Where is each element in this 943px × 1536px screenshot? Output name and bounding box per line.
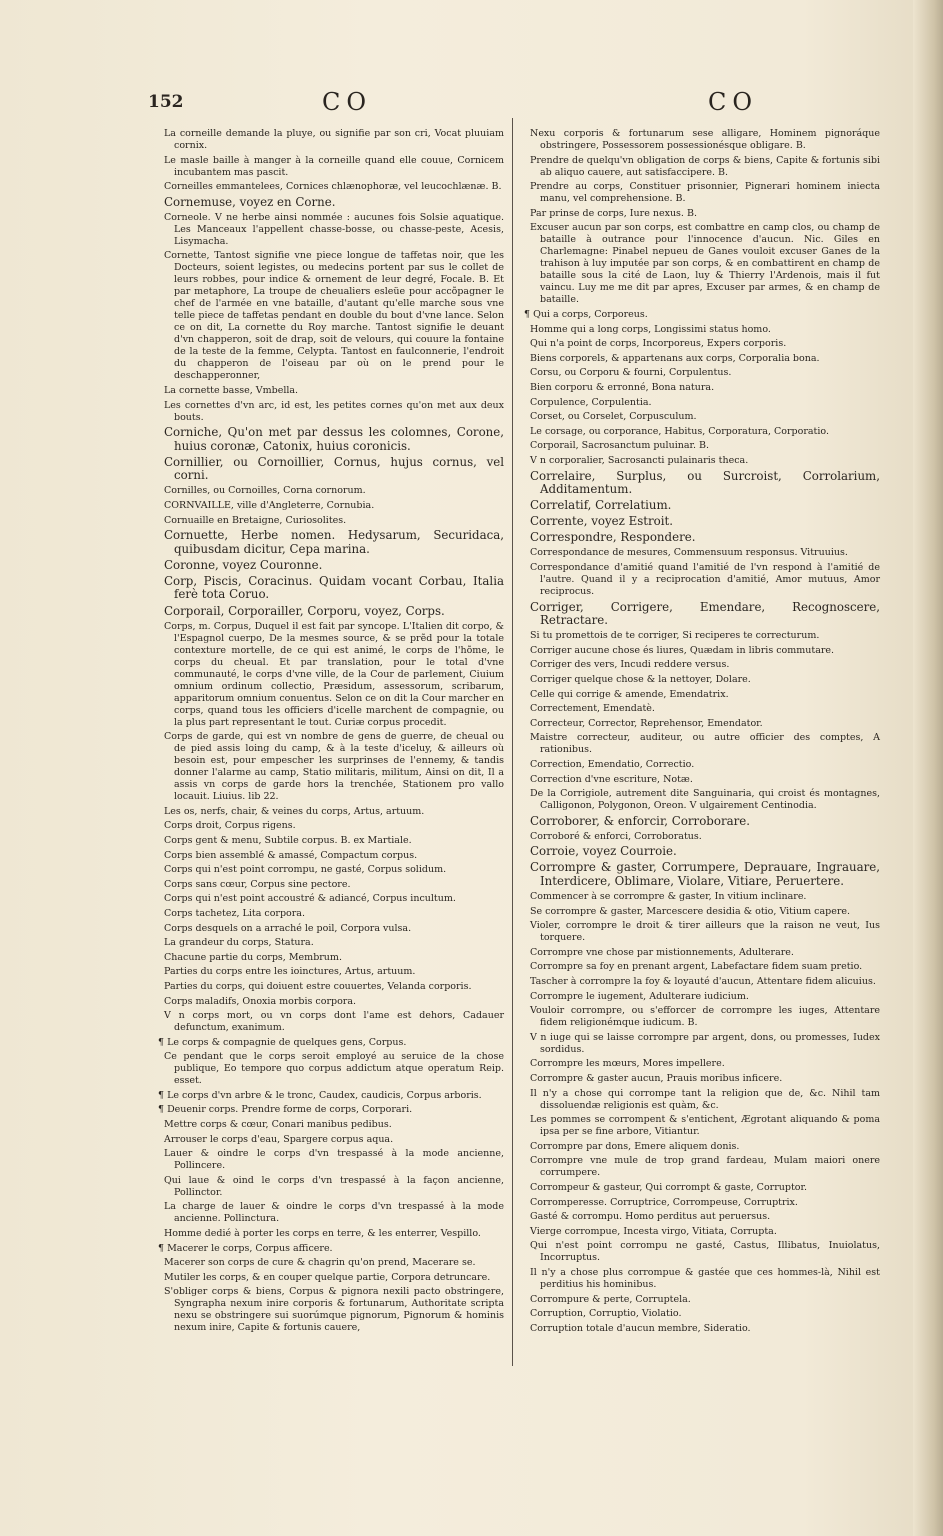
entry: Coronne, voyez Couronne. xyxy=(164,557,323,572)
entry: CORNVAILLE, ville d'Angleterre, Cornubia. xyxy=(164,500,375,512)
entry: La corneille demande la pluye, ou signifie par son cri, Vocat pluuiam cornix. xyxy=(164,128,504,151)
entry: Parties du corps, qui doiuent estre couuertes, Velanda corporis. xyxy=(164,980,472,992)
entry: Corps de garde, qui est vn nombre de gens de guerre, de cheual ou de pied assis loing du camp, & à la teste d'iceluy, & ailleurs où besoin est, pour empescher les surprinses de l'ennemy, & tandis donner l'alarme au camp, Statio militaris, militum, Ainsi on dit, Il a assis vn corps de garde hors la trenchée, Stationem pro vallo locauit. Liuius. lib 22. xyxy=(164,731,504,803)
entry: Par prinse de corps, Iure nexus. B. xyxy=(530,207,697,219)
page-header xyxy=(0,88,943,128)
entry: Les cornettes d'vn arc, id est, les petites cornes qu'on met aux deux bouts. xyxy=(164,399,504,423)
entry: Prendre au corps, Constituer prisonnier, Pignerari hominem iniecta manu, vel comprehensione. B. xyxy=(530,181,880,205)
entry: Le corsage, ou corporance, Habitus, Corporatura, Corporatio. xyxy=(530,425,829,437)
entry: Correctement, Emendatè. xyxy=(530,703,655,715)
column-rule xyxy=(512,118,513,1366)
entry: Corps tachetez, Lita corpora. xyxy=(164,907,305,919)
entry: Corniche, Qu'on met par dessus les colomnes, Corone, huius coronæ, Catonix, huius coronicis. xyxy=(164,425,504,453)
entry: Se corrompre & gaster, Marcescere desidia & otio, Vitium capere. xyxy=(530,905,851,917)
entry: Corporail, Corporailler, Corporu, voyez, Corps. xyxy=(164,603,445,618)
entry: Il n'y a chose qui corrompe tant la religion que de, &c. Nihil tam dissoluendæ religionis est quàm, &c. xyxy=(530,1087,880,1111)
entry: ¶ Le corps d'vn arbre & le tronc, Caudex, caudicis, Corpus arboris. xyxy=(158,1089,482,1101)
entry: Cornuette, Herbe nomen. Hedysarum, Securidaca, quibusdam dicitur, Cepa marina. xyxy=(164,528,504,556)
entry: Vouloir corrompre, ou s'efforcer de corrompre les iuges, Attentare fidem religionémque iudicum. B. xyxy=(530,1005,880,1029)
entry: Nexu corporis & fortunarum sese alligare, Hominem pignoráque obstringere, Possessorem possessionésque obligare. B. xyxy=(530,128,880,151)
entry: Corromperesse. Corruptrice, Corrompeuse, Corruptrix. xyxy=(530,1196,798,1208)
entry: La cornette basse, Vmbella. xyxy=(164,385,299,397)
entry: Maistre correcteur, auditeur, ou autre officier des comptes, A rationibus. xyxy=(530,732,880,756)
entry: Excuser aucun par son corps, est combattre en camp clos, ou champ de bataille à outrance pour l'innocence d'aucun. Nic. Giles en Charlemagne: Pinabel nepueu de Ganes vouloit excuser Ganes de la trahison à luy imputée par son corps, & en combattirent en champ de bataille sous la cité de Laon, luy & Thierry l'Ardenois, mais il fut vaincu. Luy me me dit par apres, Excuser par armes, & en champ de bataille. xyxy=(530,222,880,306)
entry: Il n'y a chose plus corrompue & gastée que ces hommes-là, Nihil est perditius his hominibus. xyxy=(530,1266,880,1290)
entry: Arrouser le corps d'eau, Spargere corpus aqua. xyxy=(164,1133,394,1145)
entry: ¶ Macerer le corps, Corpus afficere. xyxy=(158,1242,333,1254)
running-head-left: CO xyxy=(322,88,373,116)
entry: Chacune partie du corps, Membrum. xyxy=(164,951,342,963)
entry: Violer, corrompre le droit & tirer ailleurs que la raison ne veut, Ius torquere. xyxy=(530,920,880,944)
left-column xyxy=(158,128,504,1337)
entry: Corps droit, Corpus rigens. xyxy=(164,820,296,832)
entry: Corp, Piscis, Coracinus. Quidam vocant Corbau, Italia ferè tota Coruo. xyxy=(164,573,504,602)
entry: Mettre corps & cœur, Conari manibus pedibus. xyxy=(164,1119,392,1131)
entry: Homme dedié à porter les corps en terre, & les enterrer, Vespillo. xyxy=(164,1228,481,1240)
entry: Corset, ou Corselet, Corpusculum. xyxy=(530,411,697,423)
entry: Corrompeur & gasteur, Qui corrompt & gaste, Corruptor. xyxy=(530,1181,808,1193)
entry: Lauer & oindre le corps d'vn trespassé à la mode ancienne, Pollincere. xyxy=(164,1148,504,1172)
entry: Commencer à se corrompre & gaster, In vitium inclinare. xyxy=(530,891,807,903)
entry: Corruption totale d'aucun membre, Sideratio. xyxy=(530,1322,751,1334)
entry: Corrompre sa foy en prenant argent, Labefactare fidem suam pretio. xyxy=(530,961,863,973)
entry: Corriger aucune chose és liures, Quædam in libris commutare. xyxy=(530,644,835,656)
entry: Tascher à corrompre la foy & loyauté d'aucun, Attentare fidem alicuius. xyxy=(530,976,876,988)
entry: V n corporalier, Sacrosancti pulainaris theca. xyxy=(530,454,749,466)
entry: Corrente, voyez Estroit. xyxy=(530,514,673,529)
entry: Correlaire, Surplus, ou Surcroist, Corrolarium, Additamentum. xyxy=(530,468,880,496)
entry: Corps qui n'est point accoustré & adiancé, Corpus incultum. xyxy=(164,893,456,905)
entry: Corroboré & enforci, Corroboratus. xyxy=(530,830,702,842)
entry: Corrompre & gaster, Corrumpere, Deprauare, Ingrauare, Interdicere, Oblimare, Violare, Vitiare, Peruertere. xyxy=(530,860,880,888)
entry: ¶ Qui a corps, Corporeus. xyxy=(524,308,648,320)
entry: Corps maladifs, Onoxia morbis corpora. xyxy=(164,995,357,1007)
entry: Qui n'est point corrompu ne gasté, Castus, Illibatus, Inuiolatus, Incorruptus. xyxy=(530,1240,880,1264)
page-number: 152 xyxy=(148,92,184,112)
entry: Cornillier, ou Cornoillier, Cornus, hujus cornus, vel corni. xyxy=(164,454,504,483)
entry: Corps sans cœur, Corpus sine pectore. xyxy=(164,878,351,890)
entry: Biens corporels, & appartenans aux corps, Corporalia bona. xyxy=(530,352,820,364)
entry: Corrompre le iugement, Adulterare iudicium. xyxy=(530,990,749,1002)
entry: Corriger, Corrigere, Emendare, Recognoscere, Retractare. xyxy=(530,599,880,628)
entry: Corriger quelque chose & la nettoyer, Dolare. xyxy=(530,673,751,685)
entry: Corps qui n'est point corrompu, ne gasté, Corpus solidum. xyxy=(164,864,447,876)
entry: Ce pendant que le corps seroit employé au seruice de la chose publique, Eo tempore quo corpus addictum atque operatum Reip. esset. xyxy=(164,1051,504,1087)
entry: Vierge corrompue, Incesta virgo, Vitiata, Corrupta. xyxy=(530,1225,777,1237)
entry: Corneilles emmantelees, Cornices chlænophoræ, vel leucochlænæ. B. xyxy=(164,181,502,193)
entry: Gasté & corrompu. Homo perditus aut peruersus. xyxy=(530,1211,771,1223)
entry: V n iuge qui se laisse corrompre par argent, dons, ou promesses, Iudex sordidus. xyxy=(530,1031,880,1055)
entry: Parties du corps entre les ioinctures, Artus, artuum. xyxy=(164,966,416,978)
entry: Corroie, voyez Courroie. xyxy=(530,844,677,859)
entry: Corps, m. Corpus, Duquel il est fait par syncope. L'Italien dit corpo, & l'Espagnol cuerpo, De la mesmes source, & se prẽd pour la totale contexture mortelle, de ce qui est animé, le corps de l'hõme, le corps du cheual. Et par translation, pour le total d'vne communauté, le corps d'vne ville, de la Cour de parlement, Ciuium omnium ordinum collectio, Præsidum, assessorum, scribarum, apparitorum omnium conuentus. Selon ce on dit la Cour marcher en corps, quand tous les officiers d'icelle marchent de compagnie, ou la plus part representant le tout. Curiæ corpus procedit. xyxy=(164,620,504,728)
entry: Corriger des vers, Incudi reddere versus. xyxy=(530,659,730,671)
entry: La grandeur du corps, Statura. xyxy=(164,937,314,949)
entry: Correlatif, Correlatium. xyxy=(530,498,672,513)
entry: Corps bien assemblé & amassé, Compactum corpus. xyxy=(164,849,418,861)
entry: ¶ Le corps & compagnie de quelques gens, Corpus. xyxy=(158,1036,407,1048)
entry: S'obliger corps & biens, Corpus & pignora nexili pacto obstringere, Syngrapha nexum inire corporis & fortunarum, Authoritate scripta nexu se obstringere sui suorúmque pignorum, Pignorum & hominis nexum inire, Capite & fortunis cauere, xyxy=(164,1286,504,1334)
entry: Corpulence, Corpulentia. xyxy=(530,396,652,408)
entry: Cornemuse, voyez en Corne. xyxy=(164,194,336,209)
entry: Corrompure & perte, Corruptela. xyxy=(530,1293,691,1305)
entry: Corrompre les mœurs, Mores impellere. xyxy=(530,1058,725,1070)
running-head-right: CO xyxy=(708,88,759,116)
entry: Corsu, ou Corporu & fourni, Corpulentus. xyxy=(530,367,732,379)
entry: Bien corporu & erronné, Bona natura. xyxy=(530,381,715,393)
right-column xyxy=(524,128,880,1337)
page-edge xyxy=(913,0,943,1536)
entry: Corrompre par dons, Emere aliquem donis. xyxy=(530,1140,740,1152)
entry: Correspondance de mesures, Commensuum responsus. Vitruuius. xyxy=(530,547,848,559)
entry: Corrompre vne chose par mistionnements, Adulterare. xyxy=(530,946,794,958)
entry: Cornilles, ou Cornoilles, Corna cornorum. xyxy=(164,485,366,497)
entry: Cornuaille en Bretaigne, Curiosolites. xyxy=(164,514,347,526)
entry: Prendre de quelqu'vn obligation de corps & biens, Capite & fortunis sibi ab aliquo cauere, aut satisfaccipere. B. xyxy=(530,154,880,178)
entry: Correction d'vne escriture, Notæ. xyxy=(530,773,693,785)
entry: V n corps mort, ou vn corps dont l'ame est dehors, Cadauer defunctum, exanimum. xyxy=(164,1010,504,1034)
entry: Corps gent & menu, Subtile corpus. B. ex Martiale. xyxy=(164,834,412,846)
entry: Correcteur, Corrector, Reprehensor, Emendator. xyxy=(530,717,763,729)
entry: Correction, Emendatio, Correctio. xyxy=(530,758,695,770)
entry: Les pommes se corrompent & s'entichent, Ægrotant aliquando & poma ipsa per se fine arbore, Vitiantur. xyxy=(530,1114,880,1138)
entry: ¶ Deuenir corps. Prendre forme de corps, Corporari. xyxy=(158,1104,413,1116)
entry: Corrompre vne mule de trop grand fardeau, Mulam maiori onere corrumpere. xyxy=(530,1155,880,1179)
entry: Homme qui a long corps, Longissimi status homo. xyxy=(530,323,771,335)
entry: Corroborer, & enforcir, Corroborare. xyxy=(530,813,750,828)
entry: Si tu promettois de te corriger, Si reciperes te correcturum. xyxy=(530,630,820,642)
entry: Cornette, Tantost signifie vne piece longue de taffetas noir, que les Docteurs, soient legistes, ou medecins portent par sus le collet de leurs robbes, pour indice & ornement de leur degré, Focale. B. Et par metaphore, La troupe de cheualiers esleüe pour accõpagner le chef de l'armée en vne bataille, d'autant qu'elle marche sous vne telle piece de taffetas pendant en double du bout d'vne lance. Selon ce on dit, La cornette du Roy marche. Tantost signifie le deuant d'vn chapperon, soit de drap, soit de velours, qui couure la fontaine de la teste de la femme, Celypta. Tantost en faulconnerie, l'endroit du chapperon de l'oiseau par où on le prend pour le deschapperonner, xyxy=(164,250,504,382)
entry: Corrompre & gaster aucun, Prauis moribus inficere. xyxy=(530,1073,783,1084)
entry: Corneole. V ne herbe ainsi nommée : aucunes fois Solsie aquatique. Les Manceaux l'appellent chasse-bosse, ou chasse-peste, Acesis, Lisymacha. xyxy=(164,211,504,247)
entry: Corporail, Sacrosanctum puluinar. B. xyxy=(530,440,710,452)
entry: Qui n'a point de corps, Incorporeus, Expers corporis. xyxy=(530,338,787,350)
entry: Macerer son corps de cure & chagrin qu'on prend, Macerare se. xyxy=(164,1257,476,1269)
entry: Les os, nerfs, chair, & veines du corps, Artus, artuum. xyxy=(164,805,425,817)
entry: Corruption, Corruptio, Violatio. xyxy=(530,1308,682,1320)
entry: De la Corrigiole, autrement dite Sanguinaria, qui croist és montagnes, Calligonon, Polygonon, Oreon. V ulgairement Centinodia. xyxy=(530,788,880,812)
entry: Le masle baille à manger à la corneille quand elle couue, Cornicem incubantem mas pascit. xyxy=(164,154,504,178)
entry: Correspondance d'amitié quand l'amitié de l'vn respond à l'amitié de l'autre. Quand il y a reciprocation d'amitié, Amor mutuus, Amor reciprocus. xyxy=(530,561,880,597)
entry: Corps desquels on a arraché le poil, Corpora vulsa. xyxy=(164,922,412,934)
entry: Correspondre, Respondere. xyxy=(530,530,696,545)
entry: Qui laue & oind le corps d'vn trespassé à la façon ancienne, Pollinctor. xyxy=(164,1174,504,1198)
entry: La charge de lauer & oindre le corps d'vn trespassé à la mode ancienne. Pollinctura. xyxy=(164,1201,504,1225)
entry: Mutiler les corps, & en couper quelque partie, Corpora detruncare. xyxy=(164,1271,491,1283)
entry: Celle qui corrige & amende, Emendatrix. xyxy=(530,688,729,700)
